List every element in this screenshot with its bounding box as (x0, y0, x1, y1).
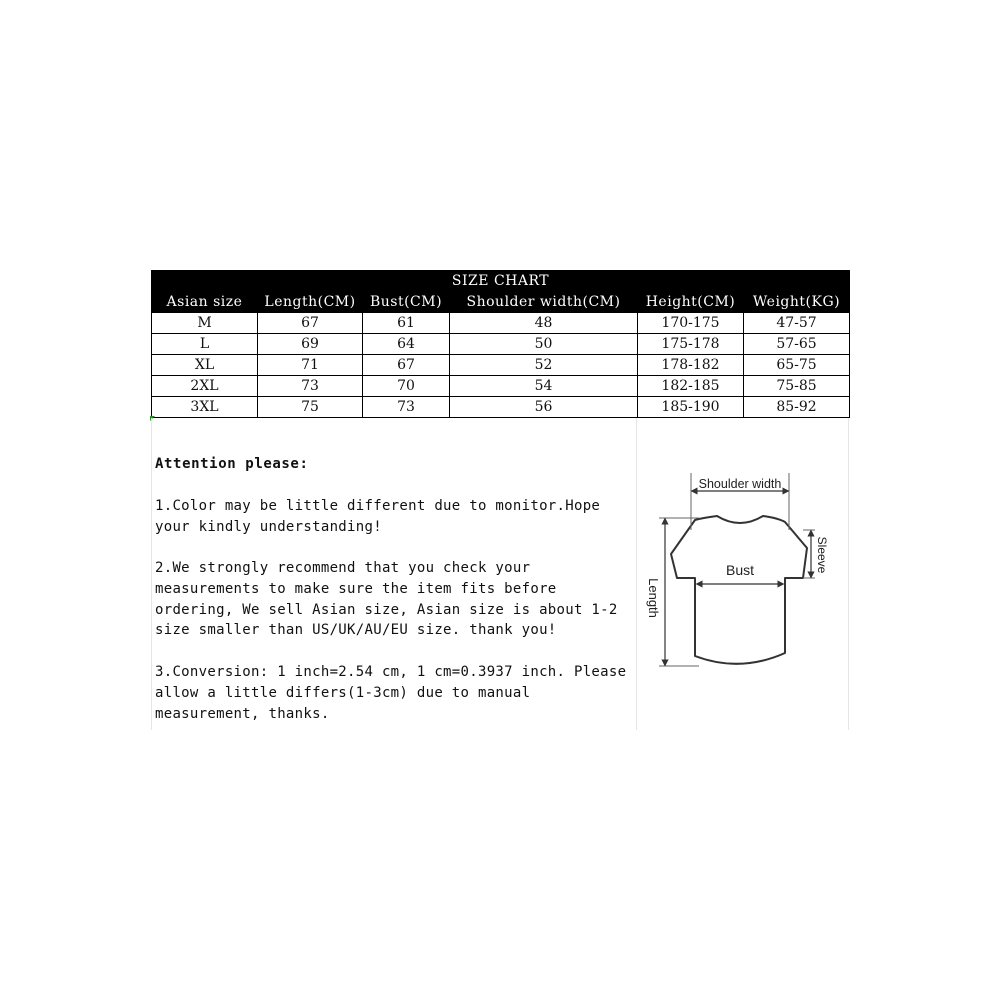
shoulder-width-label: Shoulder width (698, 477, 782, 491)
notes-panel (151, 418, 637, 730)
table-cell: 52 (450, 355, 638, 376)
table-cell: 85-92 (744, 397, 850, 418)
tshirt-outline (671, 516, 807, 664)
table-row (152, 313, 850, 334)
table-row (152, 397, 850, 418)
note-paragraph-1: 1.Color may be little different due to monitor.Hope your kindly understanding! (155, 498, 601, 535)
size-chart-table (151, 270, 850, 418)
table-cell: 56 (450, 397, 638, 418)
note-paragraph-2: 2.We strongly recommend that you check your measurements to make sure the item fits before ordering, We sell Asian size, Asian size is about 1-2 size smaller than US/UK/AU/EU size. thank you! (155, 560, 618, 639)
table-cell: 2XL (152, 376, 258, 397)
bust-label: Bust (725, 562, 755, 578)
table-cell: 75 (258, 397, 363, 418)
table-cell: 69 (258, 334, 363, 355)
table-cell: 47-57 (744, 313, 850, 334)
size-chart (151, 270, 849, 418)
table-cell: 70 (363, 376, 450, 397)
table-cell: 64 (363, 334, 450, 355)
table-cell: 61 (363, 313, 450, 334)
table-row (152, 376, 850, 397)
table-cell: 170-175 (638, 313, 744, 334)
table-cell: 67 (258, 313, 363, 334)
table-row (152, 334, 850, 355)
table-cell: L (152, 334, 258, 355)
table-cell: 75-85 (744, 376, 850, 397)
table-cell: 67 (363, 355, 450, 376)
table-row (152, 355, 850, 376)
table-cell: 178-182 (638, 355, 744, 376)
notes-heading: Attention please: (155, 456, 309, 472)
table-cell: M (152, 313, 258, 334)
sleeve-label: Sleeve (815, 536, 829, 574)
note-paragraph-3: 3.Conversion: 1 inch=2.54 cm, 1 cm=0.3937 inch. Please allow a little differs(1-3cm) due to manual measurement, thanks. (155, 664, 627, 722)
column-header: Asian size (152, 292, 258, 313)
column-header: Height(CM) (638, 292, 744, 313)
table-cell: 73 (258, 376, 363, 397)
table-cell: 50 (450, 334, 638, 355)
table-cell: 73 (363, 397, 450, 418)
table-cell: 71 (258, 355, 363, 376)
column-header: Shoulder width(CM) (450, 292, 638, 313)
length-label: Length (646, 578, 661, 618)
column-header: Weight(KG) (744, 292, 850, 313)
table-cell: 3XL (152, 397, 258, 418)
size-chart-title: SIZE CHART (152, 271, 850, 292)
table-cell: 65-75 (744, 355, 850, 376)
table-cell: 175-178 (638, 334, 744, 355)
table-cell: XL (152, 355, 258, 376)
table-cell: 182-185 (638, 376, 744, 397)
column-header: Length(CM) (258, 292, 363, 313)
table-cell: 57-65 (744, 334, 850, 355)
table-cell: 48 (450, 313, 638, 334)
measurement-diagram-panel (637, 418, 849, 730)
tshirt-diagram (637, 418, 849, 730)
table-cell: 185-190 (638, 397, 744, 418)
column-header: Bust(CM) (363, 292, 450, 313)
table-cell: 54 (450, 376, 638, 397)
